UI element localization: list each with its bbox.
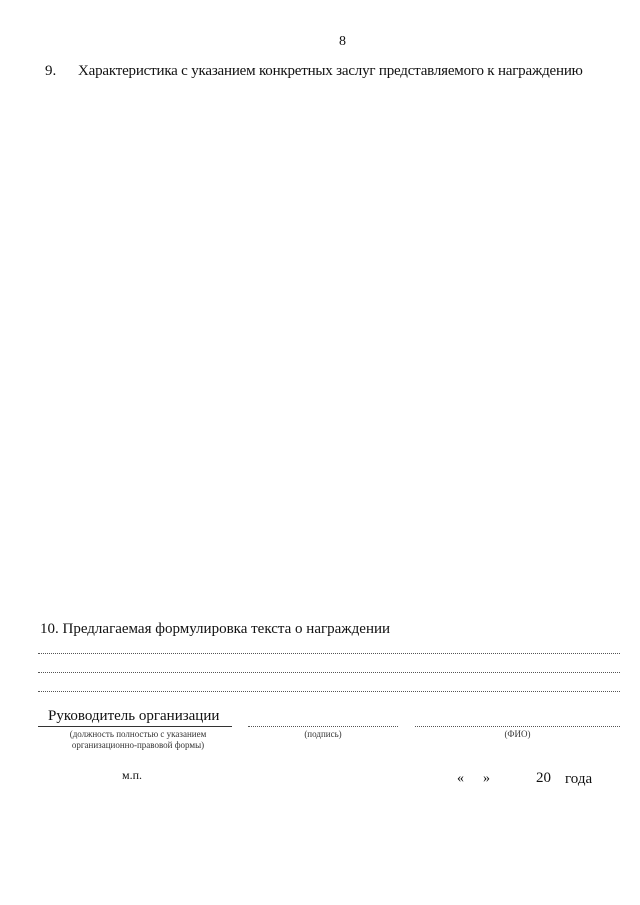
date-year-word: года bbox=[565, 771, 593, 787]
date-close-quote: » bbox=[483, 771, 490, 786]
date-open-quote: « bbox=[457, 771, 464, 786]
page-number: 8 bbox=[339, 34, 346, 49]
section-9-title: Характеристика с указанием конкретных заслуг представляемого к награждению bbox=[78, 63, 583, 79]
position-caption bbox=[38, 729, 238, 751]
signature-line[interactable] bbox=[248, 726, 398, 727]
date-century: 20 bbox=[536, 770, 551, 786]
award-text-line-3[interactable] bbox=[38, 691, 620, 692]
position-caption-line-2: организационно-правовой формы) bbox=[71, 740, 205, 750]
name-line[interactable] bbox=[415, 726, 620, 727]
position-label: Руководитель организации bbox=[48, 708, 220, 724]
section-10-title: 10. Предлагаемая формулировка текста о награждении bbox=[40, 621, 391, 637]
award-text-line-2[interactable] bbox=[38, 672, 620, 673]
position-underline bbox=[38, 726, 232, 727]
signature-caption: (подпись) bbox=[304, 729, 342, 739]
stamp-label: м.п. bbox=[122, 768, 143, 782]
name-caption: (ФИО) bbox=[504, 729, 531, 739]
section-9-number: 9. bbox=[45, 63, 57, 79]
position-caption-line-1: (должность полностью с указанием bbox=[69, 729, 207, 739]
award-text-line-1[interactable] bbox=[38, 653, 620, 654]
